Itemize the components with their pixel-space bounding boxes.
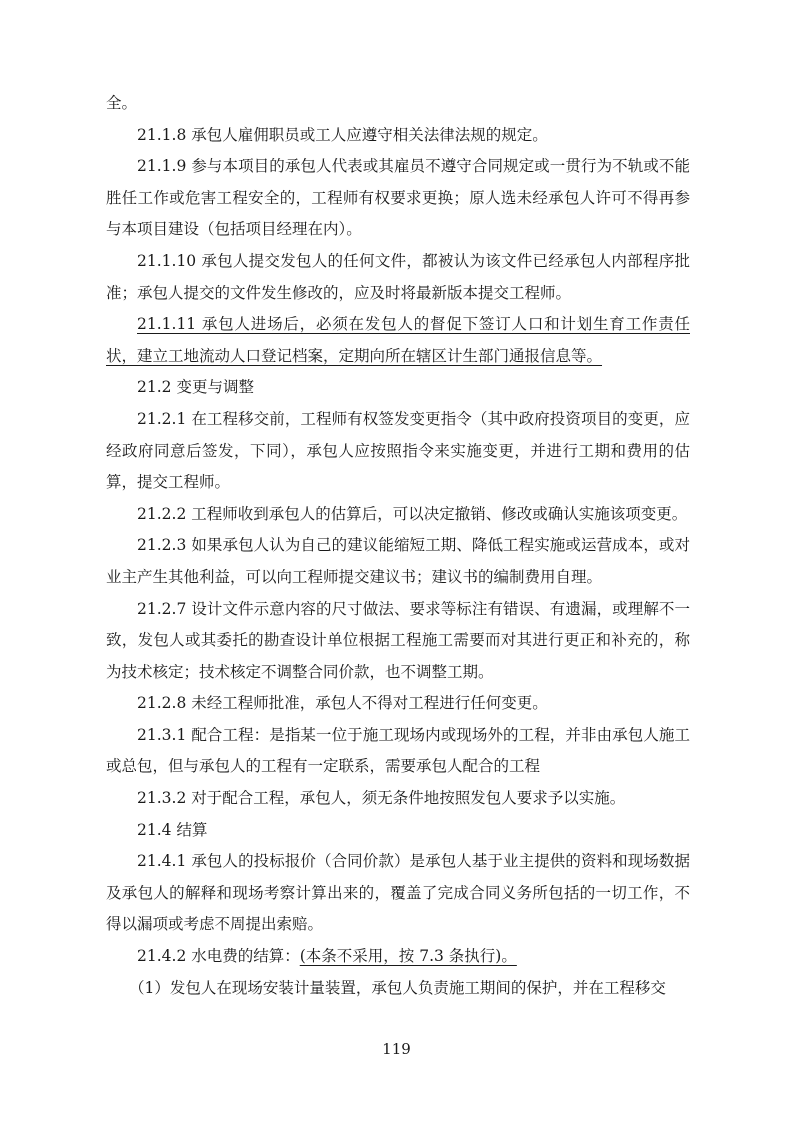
clause-21-4-2-item-1: （1）发包人在现场安装计量装置，承包人负责施工期间的保护，并在工程移交: [129, 978, 666, 997]
clause-21-3-1: 21.3.1 配合工程：是指某一位于施工现场内或现场外的工程，并非由承包人施工或总包，但与承包人的工程有一定联系，需要承包人配合的工程: [106, 725, 690, 776]
clause-21-4-2-lead: 21.4.2 水电费的结算：: [137, 947, 300, 966]
document-body: [106, 88, 690, 1004]
clause-21-4-1: 21.4.1 承包人的投标报价（合同价款）是承包人基于业主提供的资料和现场数据及承包人的解释和现场考察计算出来的，覆盖了完成合同义务所包括的一切工作，不得以漏项或考虑不周提出索赔。: [106, 852, 690, 934]
clause-21-2-2: 21.2.2 工程师收到承包人的估算后，可以决定撤销、修改或确认实施该项变更。: [137, 504, 688, 523]
clause-21-2-3: 21.2.3 如果承包人认为自己的建议能缩短工期、降低工程实施或运营成本，或对业主产生其他利益，可以向工程师提交建议书；建议书的编制费用自理。: [106, 536, 690, 586]
clause-21-2-8: 21.2.8 未经工程师批准，承包人不得对工程进行任何变更。: [137, 694, 548, 713]
section-heading-21-4: 21.4 结算: [137, 820, 208, 839]
clause-21-3-2: 21.3.2 对于配合工程，承包人，须无条件地按照发包人要求予以实施。: [137, 789, 626, 808]
clause-21-4-2-note: (本条不采用，按 7.3 条执行)。: [299, 947, 517, 966]
page-number: 119: [382, 1040, 411, 1058]
paragraph-continuation: 全。: [106, 94, 138, 112]
clause-21-1-11: 21.1.11 承包人进场后，必须在发包人的督促下签订人口和计划生育工作责任状，建立工地流动人口登记档案，定期向所在辖区计生部门通报信息等。: [106, 315, 690, 365]
clause-21-1-9: 21.1.9 参与本项目的承包人代表或其雇员不遵守合同规定或一贯行为不轨或不能胜任工作或危害工程安全的，工程师有权要求更换；原人选未经承包人许可不得再参与本项目建设（包括项目经理在内）。: [106, 157, 690, 239]
clause-21-2-7: 21.2.7 设计文件示意内容的尺寸做法、要求等标注有错误、有遗漏，或理解不一致，发包人或其委托的勘查设计单位根据工程施工需要而对其进行更正和补充的，称为技术核定；技术核定不调整合同价款，也不调整工期。: [106, 599, 690, 681]
clause-21-2-1: 21.2.1 在工程移交前，工程师有权签发变更指令（其中政府投资项目的变更，应经政府同意后签发，下同），承包人应按照指令来实施变更，并进行工期和费用的估算，提交工程师。: [106, 409, 690, 492]
clause-21-1-8: 21.1.8 承包人雇佣职员或工人应遵守相关法律法规的规定。: [137, 125, 548, 144]
section-heading-21-2: 21.2 变更与调整: [137, 378, 254, 397]
clause-21-4-2: [106, 941, 690, 973]
clause-21-1-10: 21.1.10 承包人提交发包人的任何文件，都被认为该文件已经承包人内部程序批准；承包人提交的文件发生修改的，应及时将最新版本提交工程师。: [106, 251, 690, 302]
